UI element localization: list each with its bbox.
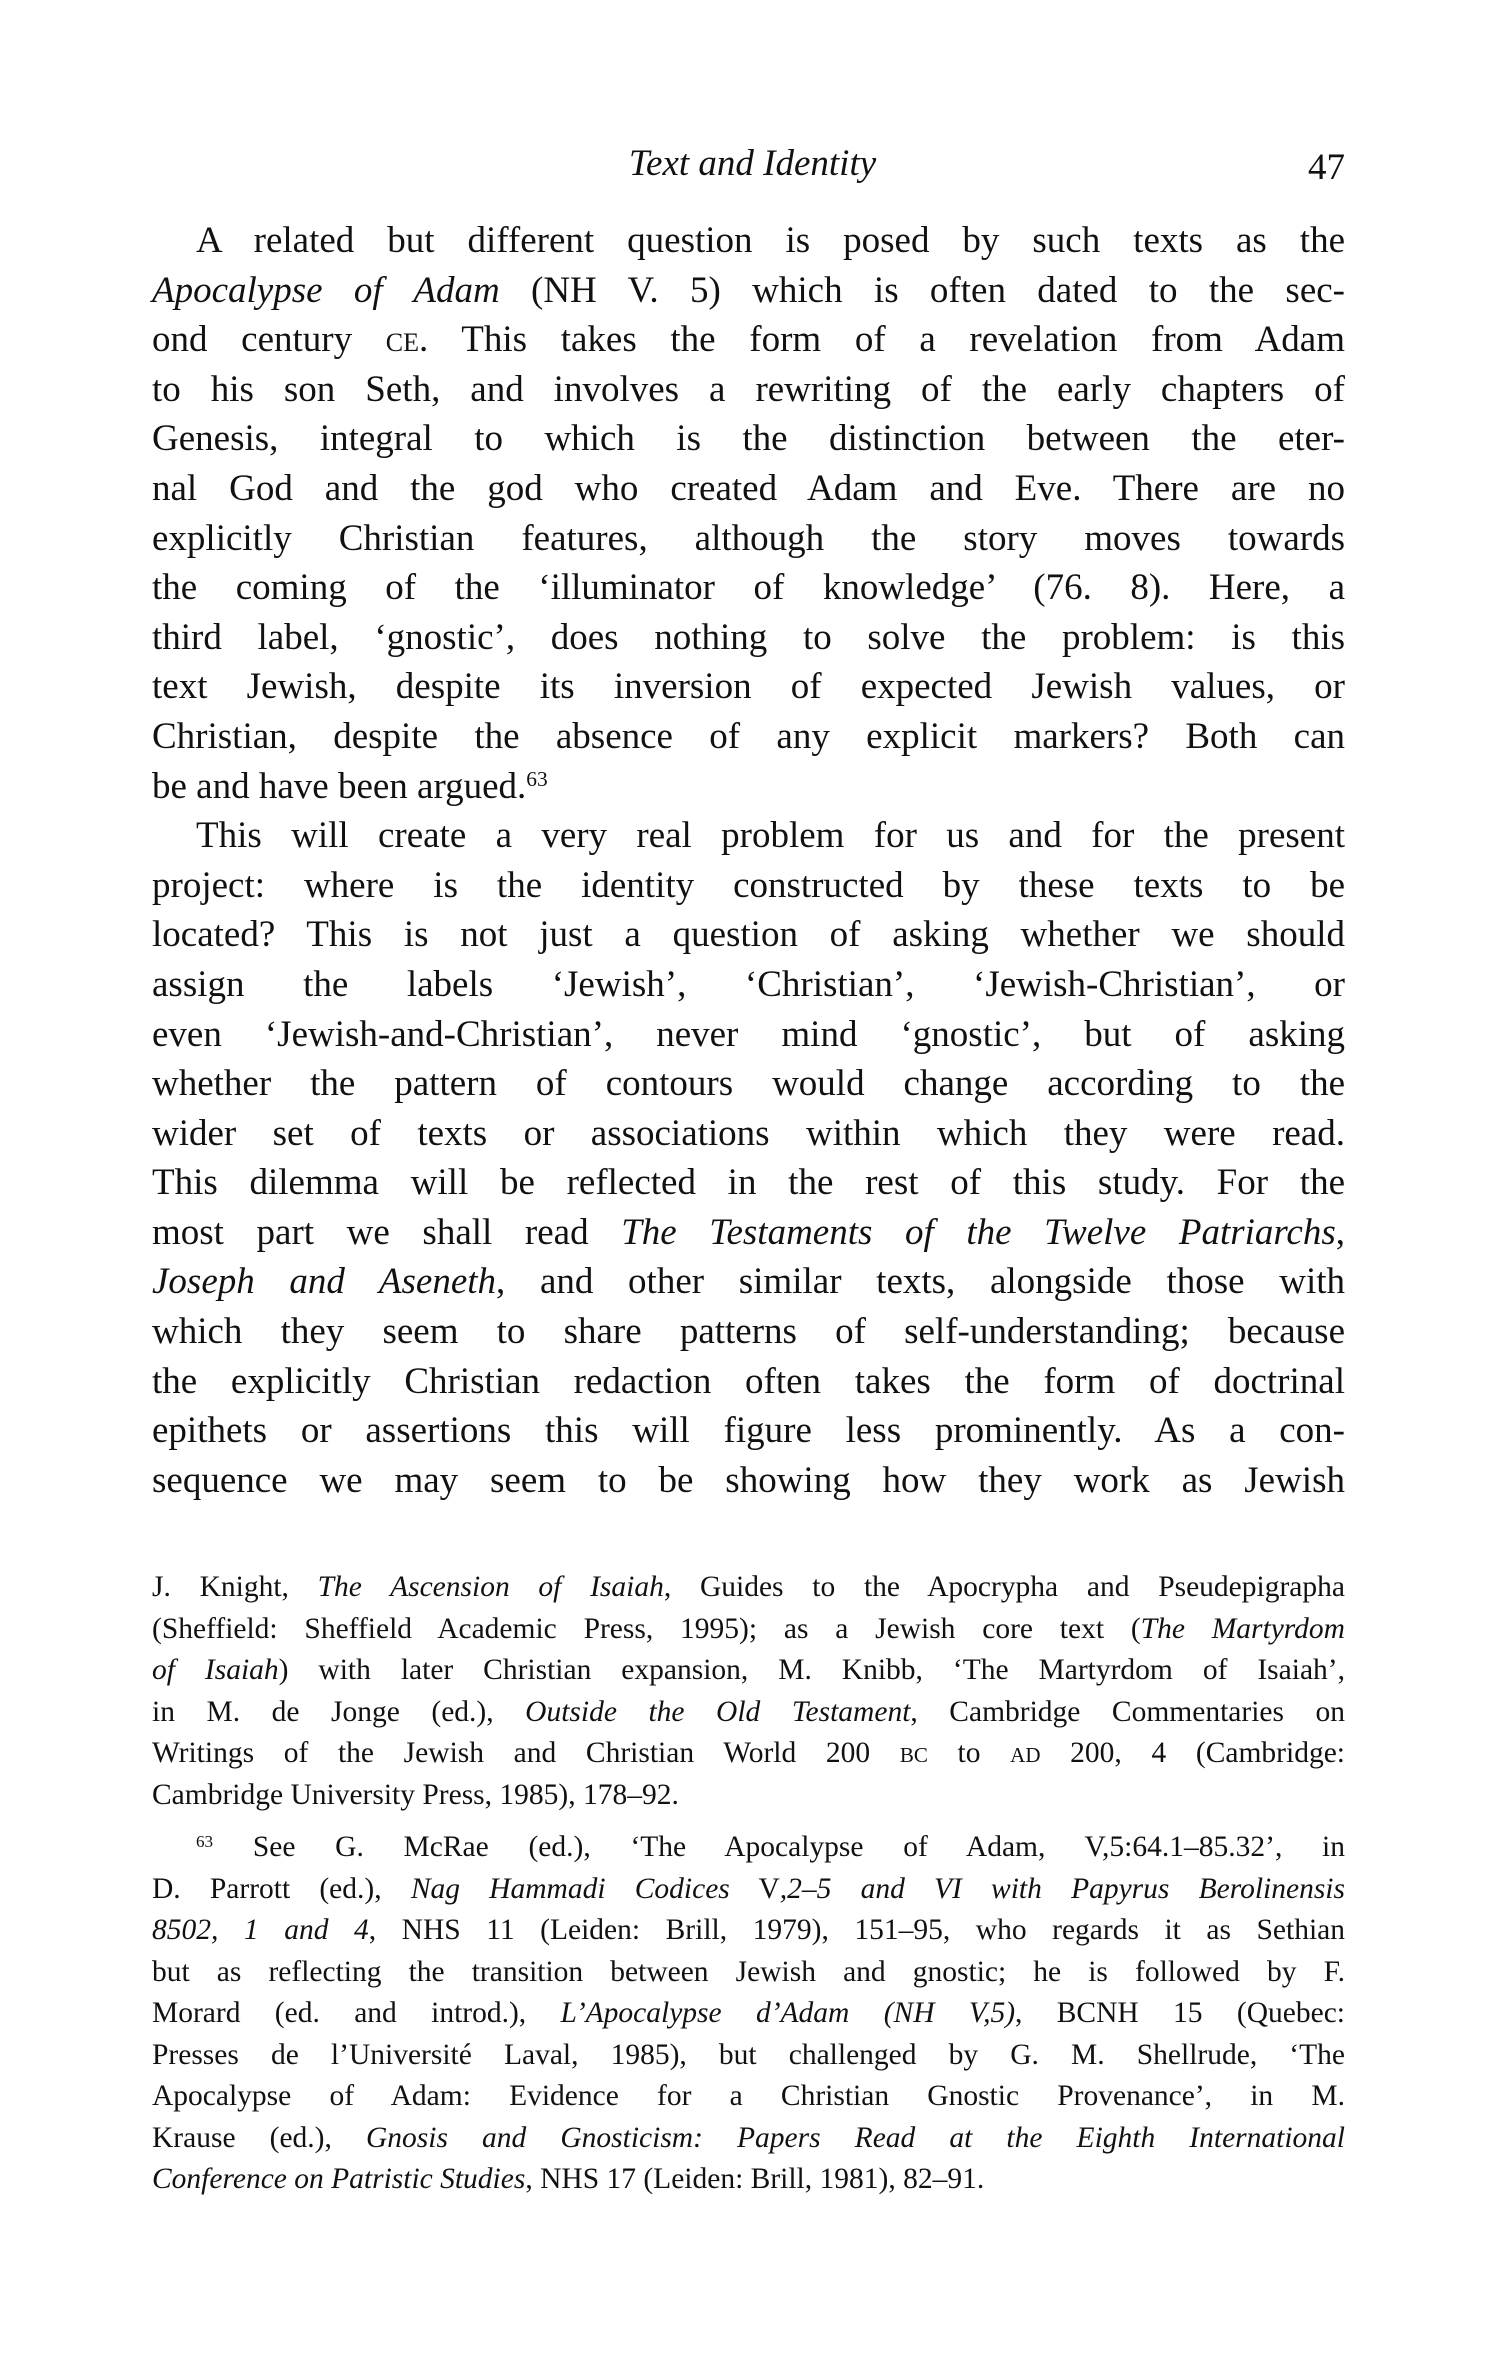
main-text	[152, 216, 1345, 1505]
text-run: ) with later Christian expansion, M. Knibb, ‘The Martyrdom of Isaiah’,	[278, 1654, 1345, 1686]
text-line	[152, 1910, 1345, 1952]
text-line	[152, 1567, 1345, 1609]
text-line	[152, 1059, 1345, 1109]
text-run: (Sheffield: Sheffield Academic Press, 1995); as a Jewish core text (	[152, 1612, 1141, 1645]
text-run: located? This is not just a question of asking whether we should	[152, 914, 1345, 956]
italic-title: Gnosis and Gnosticism: Papers Read at the Eighth International	[365, 2121, 1345, 2154]
text-run: , and other similar texts, alongside those with	[496, 1261, 1345, 1303]
text-run: but as reflecting the transition between Jewish and gnostic; he is followed by F.	[152, 1955, 1345, 1988]
text-run: be and have been argued.	[152, 765, 527, 807]
text-line	[152, 1869, 1345, 1911]
text-run: V	[729, 1872, 780, 1905]
text-line	[152, 1257, 1345, 1307]
text-line	[152, 1692, 1345, 1734]
text-line	[152, 563, 1345, 613]
footnote-marker: 63	[196, 1831, 214, 1851]
small-caps: ce	[385, 319, 420, 361]
page-number: 47	[1308, 147, 1345, 188]
text-run: sequence we may seem to be showing how they work as Jewish	[152, 1459, 1345, 1501]
text-line	[152, 315, 1345, 365]
text-run: the explicitly Christian redaction often takes the form of doctrinal	[152, 1360, 1345, 1402]
text-run: 200, 4 (Cambridge:	[1040, 1737, 1345, 1769]
text-line	[152, 1357, 1345, 1407]
italic-title: Nag Hammadi Codices	[410, 1872, 730, 1905]
footnote-marker: 63	[526, 766, 548, 791]
italic-title: ,2–5 and VI with Papyrus Berolinensis	[779, 1872, 1345, 1905]
italic-title: Apocalypse of Adam	[152, 269, 500, 311]
text-run: Presses de l’Université Laval, 1985), but challenged by G. M. Shellrude, ‘The	[152, 2038, 1345, 2071]
text-line	[152, 365, 1345, 415]
text-run: Morard (ed. and introd.),	[152, 1997, 561, 2029]
text-line	[152, 1456, 1345, 1506]
text-line	[152, 861, 1345, 911]
text-line	[152, 1406, 1345, 1456]
small-caps: bc	[899, 1737, 928, 1769]
text-line	[152, 762, 1345, 812]
text-run: to	[927, 1737, 1011, 1769]
text-run: Writings of the Jewish and Christian World 200	[152, 1737, 900, 1769]
text-run: wider set of texts or associations within which they were read.	[152, 1112, 1345, 1154]
text-run: Cambridge University Press, 1985), 178–92.	[152, 1778, 679, 1811]
text-run: , Cambridge Commentaries on	[910, 1695, 1346, 1728]
text-line	[152, 2159, 1345, 2201]
italic-title: of Isaiah	[152, 1654, 279, 1686]
text-line	[152, 514, 1345, 564]
italic-title: Joseph and Aseneth	[152, 1261, 497, 1303]
text-run: Genesis, integral to which is the distinction between the eter-	[152, 418, 1345, 460]
text-line	[152, 2076, 1345, 2118]
italic-title: The Martyrdom	[1140, 1612, 1345, 1645]
small-caps: ad	[1010, 1737, 1041, 1769]
text-line	[152, 1993, 1345, 2035]
text-line	[152, 1827, 1345, 1869]
text-line	[152, 1650, 1345, 1692]
text-run: , BCNH 15 (Quebec:	[1015, 1997, 1345, 2029]
text-line	[152, 1158, 1345, 1208]
text-line	[152, 1109, 1345, 1159]
text-line	[152, 464, 1345, 514]
text-run: nal God and the god who created Adam and Eve. There are no	[152, 467, 1345, 509]
text-run: explicitly Christian features, although the story moves towards	[152, 517, 1345, 559]
text-run: which they seem to share patterns of self-understanding; because	[152, 1311, 1345, 1353]
text-run: Christian, despite the absence of any explicit markers? Both can	[152, 715, 1345, 757]
text-run: , NHS 17 (Leiden: Brill, 1981), 82–91.	[525, 2163, 985, 2195]
running-head-title: Text and Identity	[628, 143, 877, 184]
italic-title: The Testaments of the Twelve Patriarchs	[621, 1211, 1336, 1253]
text-run: . This takes the form of a revelation from Adam	[419, 319, 1345, 361]
text-run: to his son Seth, and involves a rewriting of the early chapters of	[152, 368, 1345, 410]
text-run: ond century	[152, 319, 386, 361]
text-run: whether the pattern of contours would change according to the	[152, 1063, 1345, 1105]
text-line	[152, 1775, 1345, 1817]
italic-title: The Ascension of Isaiah	[317, 1571, 664, 1603]
text-run: in M. de Jonge (ed.),	[152, 1695, 526, 1728]
text-run: the coming of the ‘illuminator of knowledge’ (76. 8). Here, a	[152, 567, 1345, 609]
text-run: project: where is the identity constructed by these texts to be	[152, 864, 1345, 906]
text-line	[152, 1952, 1345, 1994]
text-run: ,	[1335, 1211, 1345, 1253]
text-line	[152, 613, 1345, 663]
italic-title: Conference on Patristic Studies	[152, 2163, 526, 2195]
text-line	[152, 910, 1345, 960]
text-line	[152, 1010, 1345, 1060]
text-line	[152, 266, 1345, 316]
text-run: See G. McRae (ed.), ‘The Apocalypse of Adam, V,5:64.1–85.32’, in	[213, 1831, 1345, 1863]
text-line	[152, 662, 1345, 712]
text-line	[152, 1307, 1345, 1357]
text-run: A related but different question is posed by such texts as the	[196, 220, 1345, 261]
text-run: J. Knight,	[152, 1571, 318, 1603]
text-run: D. Parrott (ed.),	[152, 1872, 411, 1905]
footnote-continued	[152, 1567, 1345, 1816]
text-line	[152, 960, 1345, 1010]
italic-title: 8502, 1 and 4	[152, 1914, 369, 1946]
italic-title: Outside the Old Testament	[525, 1695, 911, 1728]
text-line	[152, 2118, 1345, 2160]
text-run: assign the labels ‘Jewish’, ‘Christian’, ‘Jewish-Christian’, or	[152, 963, 1345, 1005]
text-run: third label, ‘gnostic’, does nothing to solve the problem: is this	[152, 616, 1345, 658]
text-run: Apocalypse of Adam: Evidence for a Christian Gnostic Provenance’, in M.	[152, 2080, 1345, 2112]
text-run: Krause (ed.),	[152, 2121, 366, 2154]
text-line	[152, 1208, 1345, 1258]
text-run: text Jewish, despite its inversion of expected Jewish values, or	[152, 666, 1345, 708]
italic-title: L’Apocalypse d’Adam (NH V,5)	[560, 1997, 1016, 2029]
text-line	[152, 216, 1345, 266]
text-run: , NHS 11 (Leiden: Brill, 1979), 151–95, who regards it as Sethian	[368, 1914, 1346, 1946]
text-run: This dilemma will be reflected in the rest of this study. For the	[152, 1162, 1345, 1204]
text-run: even ‘Jewish-and-Christian’, never mind ‘gnostic’, but of asking	[152, 1013, 1345, 1055]
text-line	[152, 1733, 1345, 1775]
text-line	[152, 712, 1345, 762]
text-line	[152, 2035, 1345, 2077]
text-run: , Guides to the Apocrypha and Pseudepigrapha	[663, 1571, 1345, 1603]
text-run: This will create a very real problem for us and for the present	[196, 815, 1345, 857]
text-run: most part we shall read	[152, 1211, 622, 1253]
text-line	[152, 811, 1345, 861]
text-line	[152, 414, 1345, 464]
text-run: epithets or assertions this will figure less prominently. As a con-	[152, 1410, 1345, 1452]
text-run: (NH V. 5) which is often dated to the sec-	[499, 269, 1345, 311]
text-line	[152, 1609, 1345, 1651]
footnote-63	[152, 1827, 1345, 2201]
